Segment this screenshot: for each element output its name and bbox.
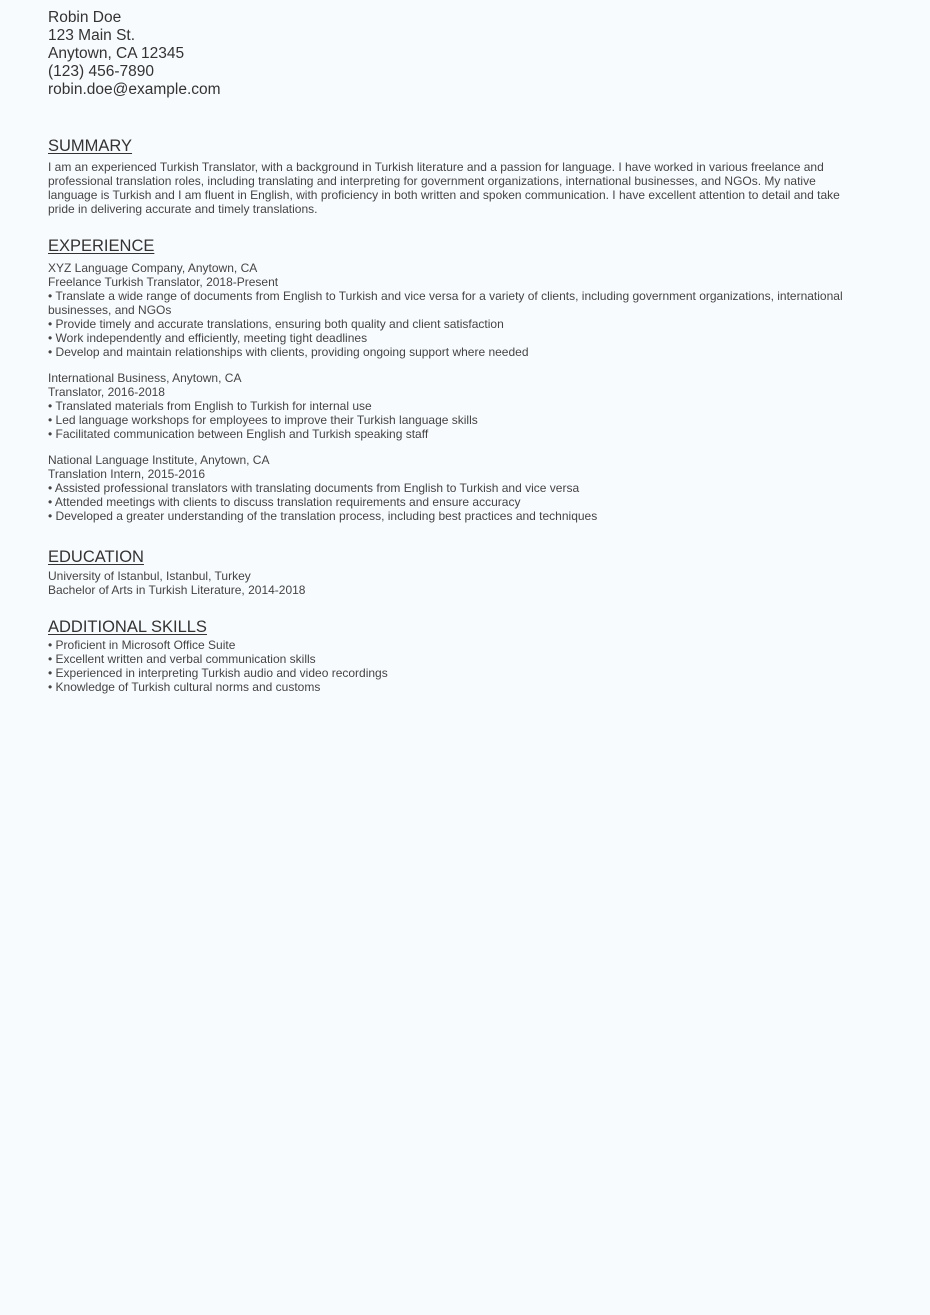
contact-email: robin.doe@example.com — [48, 81, 221, 98]
job-bullet: • Translate a wide range of documents from English to Turkish and vice versa for a variety of clients, including government organizations, international businesses, and NGOs — [48, 289, 843, 317]
job-entry — [48, 261, 848, 359]
summary-text: I am an experienced Turkish Translator, with a background in Turkish literature and a passion for language. I have worked in various freelance and professional translation roles, including translating and interpreting for government organizations, international businesses, and NGOs. My native language is Turkish and I am fluent in English, with proficiency in both written and spoken communication. I have excellent attention to detail and take pride in delivering accurate and timely translations. — [48, 160, 840, 216]
contact-street: 123 Main St. — [48, 27, 136, 44]
job-bullet: • Attended meetings with clients to discuss translation requirements and ensure accuracy — [48, 495, 521, 509]
job-bullet: • Work independently and efficiently, meeting tight deadlines — [48, 331, 368, 345]
contact-block — [48, 9, 848, 99]
job-company: International Business, Anytown, CA — [48, 371, 242, 385]
experience-list — [48, 261, 848, 523]
skills-heading: ADDITIONAL SKILLS — [48, 618, 207, 636]
job-company: XYZ Language Company, Anytown, CA — [48, 261, 258, 275]
job-bullet: • Led language workshops for employees to improve their Turkish language skills — [48, 413, 478, 427]
contact-name: Robin Doe — [48, 9, 122, 26]
education-degree: Bachelor of Arts in Turkish Literature, 2014-2018 — [48, 583, 306, 597]
summary-heading: SUMMARY — [48, 137, 133, 155]
experience-heading: EXPERIENCE — [48, 237, 155, 255]
job-bullet: • Develop and maintain relationships with clients, providing ongoing support where needed — [48, 345, 529, 359]
resume-page — [48, 9, 848, 694]
job-role: Translator, 2016-2018 — [48, 385, 165, 399]
job-entry — [48, 371, 848, 441]
job-bullet: • Assisted professional translators with translating documents from English to Turkish and vice versa — [48, 481, 580, 495]
job-company: National Language Institute, Anytown, CA — [48, 453, 270, 467]
job-bullet: • Translated materials from English to Turkish for internal use — [48, 399, 372, 413]
skill-item: • Proficient in Microsoft Office Suite — [48, 638, 236, 652]
education-block — [48, 569, 848, 597]
job-role: Translation Intern, 2015-2016 — [48, 467, 205, 481]
skill-item: • Knowledge of Turkish cultural norms and customs — [48, 680, 321, 694]
job-bullet: • Provide timely and accurate translations, ensuring both quality and client satisfaction — [48, 317, 504, 331]
job-role: Freelance Turkish Translator, 2018-Present — [48, 275, 279, 289]
contact-phone: (123) 456-7890 — [48, 63, 154, 80]
education-school: University of Istanbul, Istanbul, Turkey — [48, 569, 251, 583]
job-bullet: • Facilitated communication between English and Turkish speaking staff — [48, 427, 429, 441]
job-bullet: • Developed a greater understanding of the translation process, including best practices and techniques — [48, 509, 598, 523]
skills-list — [48, 638, 848, 694]
skill-item: • Experienced in interpreting Turkish audio and video recordings — [48, 666, 388, 680]
education-heading: EDUCATION — [48, 548, 144, 566]
skill-item: • Excellent written and verbal communication skills — [48, 652, 316, 666]
job-entry — [48, 453, 848, 523]
contact-city: Anytown, CA 12345 — [48, 45, 185, 62]
